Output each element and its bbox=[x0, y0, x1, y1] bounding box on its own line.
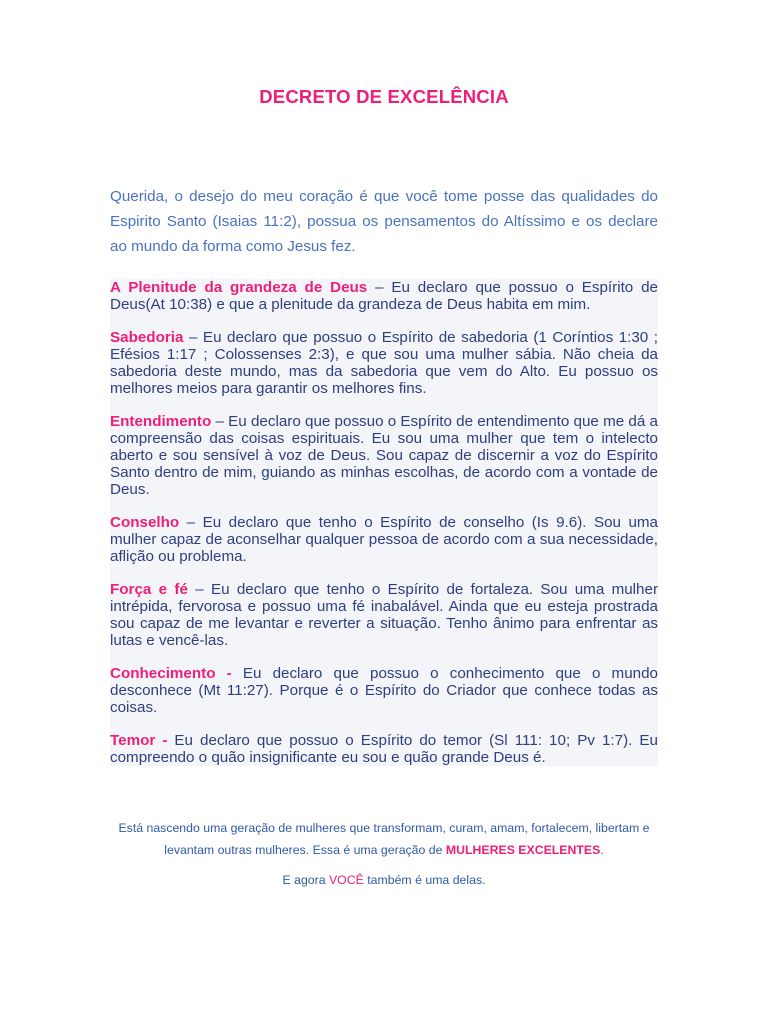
closing-text-end: também é uma delas. bbox=[363, 873, 486, 887]
decree-forca-e-fe bbox=[110, 581, 658, 649]
decree-term: Sabedoria bbox=[110, 329, 184, 346]
closing-text-end: . bbox=[600, 843, 604, 857]
decree-conhecimento bbox=[110, 665, 658, 716]
closing-text: E agora bbox=[282, 873, 329, 887]
decree-term: Força e fé bbox=[110, 581, 188, 598]
decree-entendimento bbox=[110, 413, 658, 498]
decree-term: Conhecimento - bbox=[110, 665, 232, 682]
decree-plenitude bbox=[110, 279, 658, 313]
decree-text: – Eu declaro que tenho o Espírito de fortaleza. Sou uma mulher intrépida, fervorosa e possuo uma fé inabalável. Ainda que eu esteja prostrada sou capaz de me levantar e reverter a situação. Tenho ânimo para enfrentar as lutas e vencê-las. bbox=[110, 581, 659, 649]
closing-line-voce bbox=[110, 869, 658, 891]
decree-term: Entendimento bbox=[110, 413, 212, 430]
decree-sabedoria bbox=[110, 329, 658, 397]
intro-paragraph: Querida, o desejo do meu coração é que você tome posse das qualidades do Espirito Santo (Isaias 11:2), possua os pensamentos do Altíssimo e os declare ao mundo da forma como Jesus fez. bbox=[110, 188, 658, 255]
decree-text: Eu declaro que possuo o Espírito do temor (Sl 111: 10; Pv 1:7). Eu compreendo o quão insignificante eu sou e quão grande Deus é. bbox=[110, 732, 658, 766]
closing-line-generation bbox=[110, 817, 658, 861]
decree-text: Eu declaro que possuo o conhecimento que o mundo desconhece (Mt 11:27). Porque é o Espírito do Criador que conhece todas as coisas. bbox=[110, 665, 658, 716]
closing-text: Está nascendo uma geração de mulheres que transformam, curam, amam, fortalecem, libertam e levantam outras mulheres. Essa é uma geração de bbox=[118, 821, 650, 857]
highlight-voce: VOCÊ bbox=[328, 873, 364, 887]
closing-note bbox=[110, 817, 658, 891]
document-title: DECRETO DE EXCELÊNCIA bbox=[259, 86, 509, 107]
decree-term: Temor - bbox=[110, 732, 168, 749]
decree-term: Conselho bbox=[110, 514, 180, 531]
decree-text: – Eu declaro que possuo o Espírito de sabedoria (1 Coríntios 1:30 ; Efésios 1:17 ; Colossenses 2:3), e que sou uma mulher sábia. Não cheia da sabedoria deste mundo, mas da sabedoria que vem do Alto. Eu possuo os melhores meios para garantir os melhores fins. bbox=[110, 329, 658, 397]
decree-text: – Eu declaro que possuo o Espírito de entendimento que me dá a compreensão das coisas espirituais. Eu sou uma mulher que tem o intelecto aberto e sou sensível à voz de Deus. Sou capaz de discernir a voz do Espírito Santo dentro de mim, guiando as minhas escolhas, de acordo com a vontade de Deus. bbox=[110, 413, 658, 498]
decree-term: A Plenitude da grandeza de Deus bbox=[110, 279, 368, 296]
decree-conselho bbox=[110, 514, 658, 565]
highlight-mulheres-excelentes: MULHERES EXCELENTES bbox=[445, 843, 601, 857]
decree-text: – Eu declaro que possuo o Espírito de Deus(At 10:38) e que a plenitude da grandeza de Deus habita em mim. bbox=[110, 279, 658, 313]
decree-text: – Eu declaro que tenho o Espírito de conselho (Is 9.6). Sou uma mulher capaz de aconselhar qualquer pessoa de acordo com a sua necessidade, aflição ou problema. bbox=[110, 514, 658, 565]
decrees-section bbox=[110, 279, 658, 766]
decree-temor bbox=[110, 732, 658, 766]
